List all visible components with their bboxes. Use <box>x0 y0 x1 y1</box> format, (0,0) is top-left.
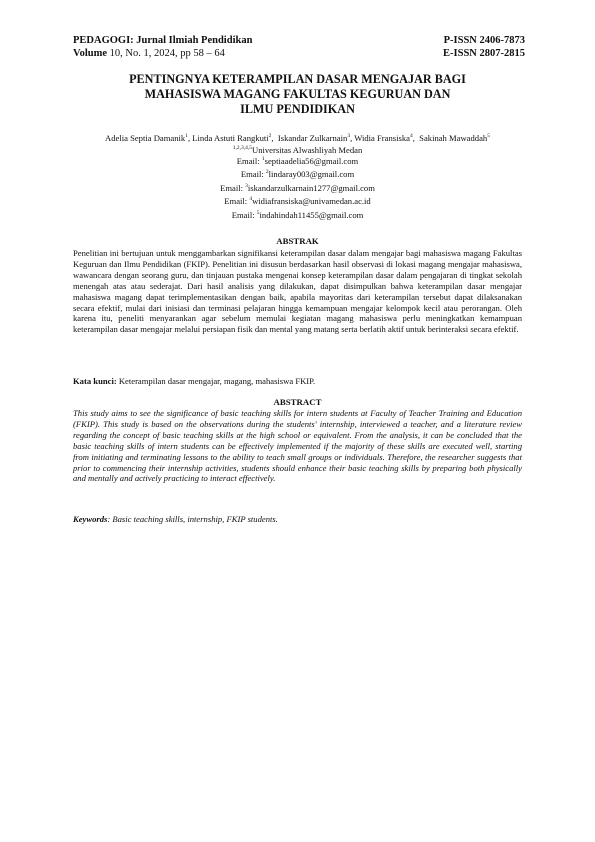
volume-label: Volume <box>73 48 108 59</box>
keywords: Keywords: Basic teaching skills, internship, FKIP students. <box>73 514 278 524</box>
journal-name: PEDAGOGI: Jurnal Ilmiah Pendidikan <box>73 35 253 46</box>
email-line: Email: $^5$indahindah11455@gmail.com <box>231 209 364 220</box>
abstract-body: This study aims to see the significance of basic teaching skills for intern students at Faculty of Teacher Training and Education (FKIP). This study is based on the observations during the students' internship, interviewed a teacher, and a literature review regarding the concept of basic teaching skills at the high school or equivalent. From the analysis, it can be concluded that the basic teaching skills of intern students can be effectively implemented if the majority of these skills are executed well, starting from initiating and terminating lessons to the ability to teach small groups or individuals. Therefore, the researcher suggests that prior to commencing their internship activities, students should enhance their basic teaching skills by preparing both physically and mentally and actively practicing to interact effectively. <box>73 408 522 484</box>
author: Linda Astuti Rangkuti$^2$ <box>192 132 272 143</box>
email-line: Email: $^3$iskandarzulkarnain1277@gmail.com <box>220 182 375 193</box>
title-line-3: ILMU PENDIDIKAN <box>240 102 355 116</box>
author: Widia Fransiska$^4$ <box>354 132 413 143</box>
abstrak-heading: ABSTRAK <box>276 236 319 246</box>
abstract-heading: ABSTRACT <box>273 397 322 407</box>
email-line: Email: $^1$septiaadelia56@gmail.com <box>236 155 359 166</box>
volume-info <box>73 47 225 60</box>
affiliation: $^{1,2,3,4,5}$Universitas Alwashliyah Medan <box>232 145 363 156</box>
email-line: Email: $^2$lindaray003@gmail.com <box>240 169 355 180</box>
author: Sakinah Mawaddah$^5$ <box>419 132 490 143</box>
author: Adelia Septia Damanik$^1$ <box>105 132 188 143</box>
paper-title <box>90 72 505 117</box>
title-line-2: MAHASISWA MAGANG FAKULTAS KEGURUAN DAN <box>144 87 451 101</box>
print-issn: P-ISSN 2406-7873 <box>443 35 525 46</box>
kata-kunci: Kata kunci: Keterampilan dasar mengajar, magang, mahasiswa FKIP. <box>73 376 316 386</box>
author: Iskandar Zulkarnain$^3$ <box>277 132 351 143</box>
author-list: Adelia Septia Damanik$^1$, Linda Astuti Rangkuti$^2$, Iskandar Zulkarnain$^3$, Widia Fransiska$^4$, Sakinah Mawaddah$^5$ $^{1,2,3,4,5}$Universitas Alwashliyah Medan <box>60 131 535 156</box>
email-line: Email: $^4$widiafransiska@univamedan.ac.id <box>224 196 371 207</box>
electronic-issn: E-ISSN 2807-2815 <box>443 48 525 59</box>
email-list <box>60 154 535 221</box>
abstrak-body: Penelitian ini bertujuan untuk menggambarkan signifikansi keterampilan dasar dalam mengajar bagi mahasiswa magang Fakultas Keguruan dan Ilmu Pendidikan (FKIP). Penelitian ini disusun berdasarkan hasil observasi di lokasi magang mengajar mahasiswa, wawancara dengan seorang guru, dan tinjauan pustaka mengenai konsep keterampilan dasar dalam pengajaran di tingkat sekolah menengah atas atau sederajat. Dari hasil analisis yang dilakukan, dapat disimpulkan bahwa keterampilan dasar mengajar mahasiswa magang dapat terimplementasikan dengan baik, apabila mayoritas dari keterampilan tersebut dapat dilaksanakan secara efektif, mulai dari inisiasi dan terminasi pelajaran hingga kemampuan mengajar kelompok kecil atau perorangan. Oleh karena itu, peneliti menyarankan agar sebelum memulai kegiatan magang mahasiswa perlu meningkatkan kemampuan keterampilan dasar mengajar melalui persiapan fisik dan mental yang matang serta berlatih aktif untuk berinteraksi secara efektif. <box>73 248 522 335</box>
journal-header <box>73 34 525 60</box>
volume-detail: 10, No. 1, 2024, pp 58 – 64 <box>107 48 225 59</box>
title-line-1: PENTINGNYA KETERAMPILAN DASAR MENGAJAR BAGI <box>129 72 466 86</box>
